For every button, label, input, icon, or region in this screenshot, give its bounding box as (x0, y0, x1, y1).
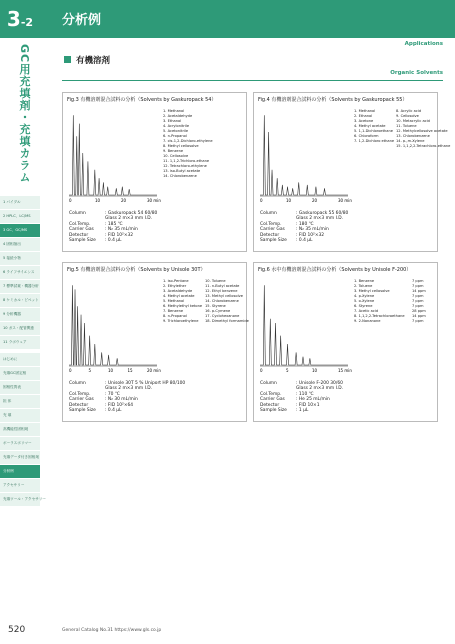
peak-item: 13. iso-Butyl acetate (163, 169, 201, 173)
nav-sub-item[interactable]: はじめに (0, 353, 40, 366)
condition-key: Col.Temp. (260, 391, 282, 397)
nav-sub-item[interactable]: 分析例 (0, 465, 40, 478)
nav-sub-item[interactable]: ポーラスポリマー (0, 437, 40, 450)
conditions (260, 211, 348, 243)
footer-text: General Catalog No.31 https://www.gls.co.jp (62, 628, 162, 633)
peak-ppm-list (412, 279, 426, 324)
condition-key: Detector (69, 232, 89, 238)
condition-key: Column (69, 211, 86, 216)
nav-sub-item[interactable]: アクセサリー (0, 479, 40, 492)
condition-value: : Gaskuropack 54 60/80 (105, 211, 158, 216)
condition-key: Detector (260, 232, 280, 238)
peak-item: 3. Ethanol (163, 119, 182, 123)
axis-tick-label: 30 min (338, 198, 352, 203)
nav-item[interactable]: 10 ガス・配管関連 (0, 322, 40, 335)
axis-tick-label: 20 min (147, 368, 161, 373)
nav-sub-item[interactable]: 充填GC固定相 (0, 367, 40, 380)
condition-key: Detector (69, 402, 89, 408)
axis-tick-label: 5 (88, 368, 92, 373)
condition-value: : He 25 mL/min (296, 397, 330, 403)
condition-key: Carrier Gas (69, 397, 94, 403)
condition-value: Glass 2 m×3 mm I.D. (296, 216, 344, 222)
condition-value: : N₂ 35 mL/min (296, 227, 329, 233)
chromatogram-trace (69, 115, 157, 195)
figure-title: Fig.3 有機溶剤混合試料の分析（Solvents by Gaskuropack 54） (67, 97, 217, 103)
peak-item: 10. Toluene (205, 279, 226, 283)
peak-item: 18. Dimethyl formamide (205, 319, 249, 323)
peak-list-2 (205, 279, 249, 324)
condition-value: Glass 2 m×3 mm I.D. (105, 216, 153, 222)
axis-tick-label: 0 (69, 368, 72, 373)
peak-item: 9. Cellosolve (396, 114, 419, 118)
peak-item: 10. Cellosolve (163, 154, 189, 158)
axis-tick-label: 0 (260, 368, 263, 373)
figure-panel (62, 92, 247, 252)
peak-item: 5. 1,1-Dichloroethane (354, 129, 393, 133)
peak-item: 13. Methyl cellosolve (205, 294, 243, 298)
peak-list (163, 109, 213, 179)
condition-key: Column (69, 381, 86, 386)
condition-key: Col.Temp. (69, 221, 91, 227)
peak-item: 4. Acrylonitrile (163, 124, 190, 128)
peak-ppm: 7 ppm (412, 299, 424, 303)
peak-item: 11. n-Butyl acetate (205, 284, 240, 288)
peak-item: 1. iso-Pentane (163, 279, 189, 283)
condition-value: : 185 ℃ (105, 221, 123, 227)
peak-item: 11. 1,1,2-Trichloro-ethane (163, 159, 210, 163)
chapter-nav (0, 196, 46, 507)
peak-item: 3. Methyl cellosolve (354, 289, 390, 293)
nav-item[interactable]: 3 GC、GC/MS (0, 224, 40, 237)
condition-key: Sample Size (69, 408, 96, 414)
nav-sub-item[interactable]: 充 填 (0, 409, 40, 422)
condition-value: : Gaskuropack 55 60/80 (296, 211, 349, 216)
axis-tick-label: 10 (95, 198, 101, 203)
peak-item: 5. o-Xylene (354, 299, 375, 303)
peak-item: 15. Styrene (205, 304, 226, 308)
condition-value: Glass 2 m×3 mm I.D. (296, 386, 344, 392)
condition-value: : FID 10²×32 (296, 232, 325, 238)
axis-tick-label: 0 (260, 198, 263, 203)
condition-key: Sample Size (260, 238, 287, 244)
peak-item: 7. cis-1,2-Dichloro-ethylene (163, 139, 213, 143)
peak-ppm: 14 ppm (412, 289, 426, 293)
section-subtitle: Organic Solvents (390, 70, 443, 76)
peak-item: 5. Methanol (163, 299, 185, 303)
figure-title: Fig.6 水中有機溶剤混合試料の分析（Solvents by Unisole F-200） (258, 267, 412, 273)
condition-key: Carrier Gas (69, 227, 94, 233)
condition-value: : Unisole 30T 5 % Uniport HP 80/100 (105, 381, 186, 386)
nav-item[interactable]: 11 ラボウェア (0, 336, 40, 349)
peak-item: 4. p-Xylene (354, 294, 375, 298)
conditions (260, 381, 343, 413)
peak-item: 6. n-Propanol (163, 134, 187, 138)
peak-item: 4. Methyl acetate (354, 124, 386, 128)
condition-value: Glass 2 m×3 mm I.D. (105, 386, 153, 392)
applications-label: Applications (404, 41, 443, 47)
peak-ppm: 7 ppm (412, 279, 424, 283)
peak-item: 12. Ethyl benzene (205, 289, 238, 293)
conditions (69, 381, 185, 413)
peak-item: 6. Methylethyl ketone (163, 304, 203, 308)
peak-item: 2. Toluene (354, 284, 373, 288)
chromatogram-trace (69, 285, 157, 365)
peak-list (163, 279, 202, 324)
condition-key: Carrier Gas (260, 227, 285, 233)
condition-value: : 180 ℃ (296, 221, 314, 227)
condition-value: : FID 10²×64 (105, 402, 134, 408)
condition-key: Sample Size (260, 408, 287, 414)
peak-item: 5. Acetonitrile (163, 129, 189, 133)
peak-ppm: 14 ppm (412, 314, 426, 318)
chapter-vertical-title: GC用充填剤・充填カラム (18, 44, 31, 184)
chromatogram-trace (260, 285, 348, 365)
axis-tick-label: 15 min (338, 368, 352, 373)
nav-item[interactable]: 8 ケミカル・ピペット (0, 294, 40, 307)
peak-item: 11. Toluene (396, 124, 417, 128)
peak-list (354, 279, 405, 324)
peak-item: 10. Metacrylic acid (396, 119, 430, 123)
condition-value: : N₂ 30 mL/min (105, 397, 138, 403)
chromatogram (67, 105, 159, 205)
nav-sub-item[interactable]: 充填ツール・アクセサリー (0, 493, 40, 506)
peak-item: 2. Ethylether (163, 284, 187, 288)
peak-item: 2. Ethanol (354, 114, 373, 118)
conditions (69, 211, 157, 243)
condition-key: Sample Size (69, 238, 96, 244)
peak-item: 3. Acetone (354, 119, 374, 123)
figure-title: Fig.5 有機溶剤混合試料の分析（Solvents by Unisole 30T） (67, 267, 206, 273)
peak-item: 8. Acrylic acid (396, 109, 422, 113)
condition-value: : 1 μL (296, 408, 309, 414)
section-title: 有機溶剤 (76, 56, 111, 66)
peak-ppm: 7 ppm (412, 284, 424, 288)
condition-row (260, 238, 348, 243)
peak-item: 14. p-,m-Xylene (396, 139, 425, 143)
peak-item: 7. 1,2-Dichloro ethane (354, 139, 395, 143)
chapter-badge: 3-2 (0, 0, 40, 38)
nav-sub-item[interactable]: 固相性質表 (0, 381, 40, 394)
condition-value: : Unisole F-200 30/60 (296, 381, 343, 386)
nav-item[interactable]: 4 固相抽出 (0, 238, 40, 251)
nav-item[interactable]: 1 パイプル (0, 196, 40, 209)
axis-tick-label: 15 (127, 368, 133, 373)
nav-item[interactable]: 9 分析機器 (0, 308, 40, 321)
peak-item: 7. Benzene (163, 309, 184, 313)
peak-item: 6. Chloroform (354, 134, 379, 138)
chromatogram (67, 275, 159, 375)
peak-item: 7. Acetic acid (354, 309, 379, 313)
peak-item: 8. n-Propanol (163, 314, 187, 318)
nav-sub-item[interactable]: 担 体 (0, 395, 40, 408)
peak-item: 14. Chlorobenzene (163, 174, 197, 178)
axis-tick-label: 10 (312, 368, 318, 373)
peak-item: 1. Benzene (354, 279, 375, 283)
peak-item: 8. 1,1,2,2-Tetrachloroethane (354, 314, 405, 318)
figure-title: Fig.4 有機溶剤混合試料の分析（Solvents by Gaskuropack 55） (258, 97, 408, 103)
figure-panel (253, 92, 451, 252)
sidebar (0, 0, 46, 644)
peak-ppm: 7 ppm (412, 319, 424, 323)
peak-item: 2. Acetaldehyde (163, 114, 193, 118)
peak-item: 16. p-Cymene (205, 309, 231, 313)
peak-ppm: 28 ppm (412, 309, 426, 313)
condition-row (260, 408, 343, 413)
peak-item: 8. Methyl cellosolve (163, 144, 199, 148)
axis-tick-label: 20 (121, 198, 127, 203)
chromatogram-trace (260, 115, 348, 195)
axis-tick-label: 5 (286, 368, 289, 373)
peak-item: 6. Styrene (354, 304, 373, 308)
condition-key: Col.Temp. (260, 221, 282, 227)
nav-item[interactable]: 5 接続小物 (0, 252, 40, 265)
axis-tick-label: 30 min (147, 198, 161, 203)
peak-item: 1. Methanol (354, 109, 376, 113)
condition-value: : 0.4 μL (105, 238, 122, 244)
peak-item: 13. Chlorobenzene (396, 134, 430, 138)
nav-sub-item[interactable]: 高機能性固相剤 (0, 423, 40, 436)
condition-key: Detector (260, 402, 280, 408)
condition-value: : 0.4 μL (105, 408, 122, 414)
figure-panel (253, 262, 438, 422)
condition-row (69, 408, 185, 413)
condition-value: : FID 10²×32 (105, 232, 134, 238)
peak-item: 9. 2-Nonanone (354, 319, 381, 323)
peak-item: 9. Benzene (163, 149, 184, 153)
chromatogram (258, 105, 350, 205)
condition-value: : 70 ℃ (105, 391, 120, 397)
nav-sub-item[interactable]: 充填データ付き固相剤 (0, 451, 40, 464)
condition-value: : FID 10×1 (296, 402, 320, 408)
condition-key: Column (260, 381, 277, 386)
peak-item: 15. 1,1,2,2-Tetrachloro-ethane (396, 144, 451, 148)
nav-item[interactable]: 6 ライフサイエンス (0, 266, 40, 279)
page-number: 520 (8, 625, 26, 635)
condition-row (69, 238, 157, 243)
header-band (40, 0, 455, 38)
peak-ppm: 7 ppm (412, 304, 424, 308)
condition-key: Carrier Gas (260, 397, 285, 403)
peak-item: 9. Trichloroethylene (163, 319, 199, 323)
chromatogram (258, 275, 350, 375)
peak-item: 12. Methylcellosolve acetate (396, 129, 448, 133)
condition-key: Col.Temp. (69, 391, 91, 397)
condition-key: Column (260, 211, 277, 216)
axis-tick-label: 20 (312, 198, 318, 203)
peak-item: 14. Chlorobenzene (205, 299, 239, 303)
condition-value: : N₂ 35 mL/min (105, 227, 138, 233)
condition-value: : 0.4 μL (296, 238, 313, 244)
section-divider (62, 80, 443, 81)
peak-item: 1. Methanol (163, 109, 185, 113)
figure-panel (62, 262, 247, 422)
peak-item: 3. Acetaldehyde (163, 289, 193, 293)
nav-item[interactable]: 2 HPLC、LC/MS (0, 210, 40, 223)
peak-item: 17. Cyclohexanone (205, 314, 240, 318)
peak-list (354, 109, 394, 144)
peak-item: 4. Methyl acetate (163, 294, 195, 298)
page-title: 分析例 (62, 13, 102, 28)
axis-tick-label: 0 (69, 198, 72, 203)
peak-list-2 (396, 109, 450, 149)
axis-tick-label: 10 (108, 368, 114, 373)
peak-item: 12. Tetrachloro-ethylene (163, 164, 207, 168)
peak-ppm: 7 ppm (412, 294, 424, 298)
section-marker (64, 56, 71, 63)
nav-item[interactable]: 7 標準試薬・機器分析 (0, 280, 40, 293)
axis-tick-label: 10 (286, 198, 292, 203)
condition-value: : 110 ℃ (296, 391, 314, 397)
